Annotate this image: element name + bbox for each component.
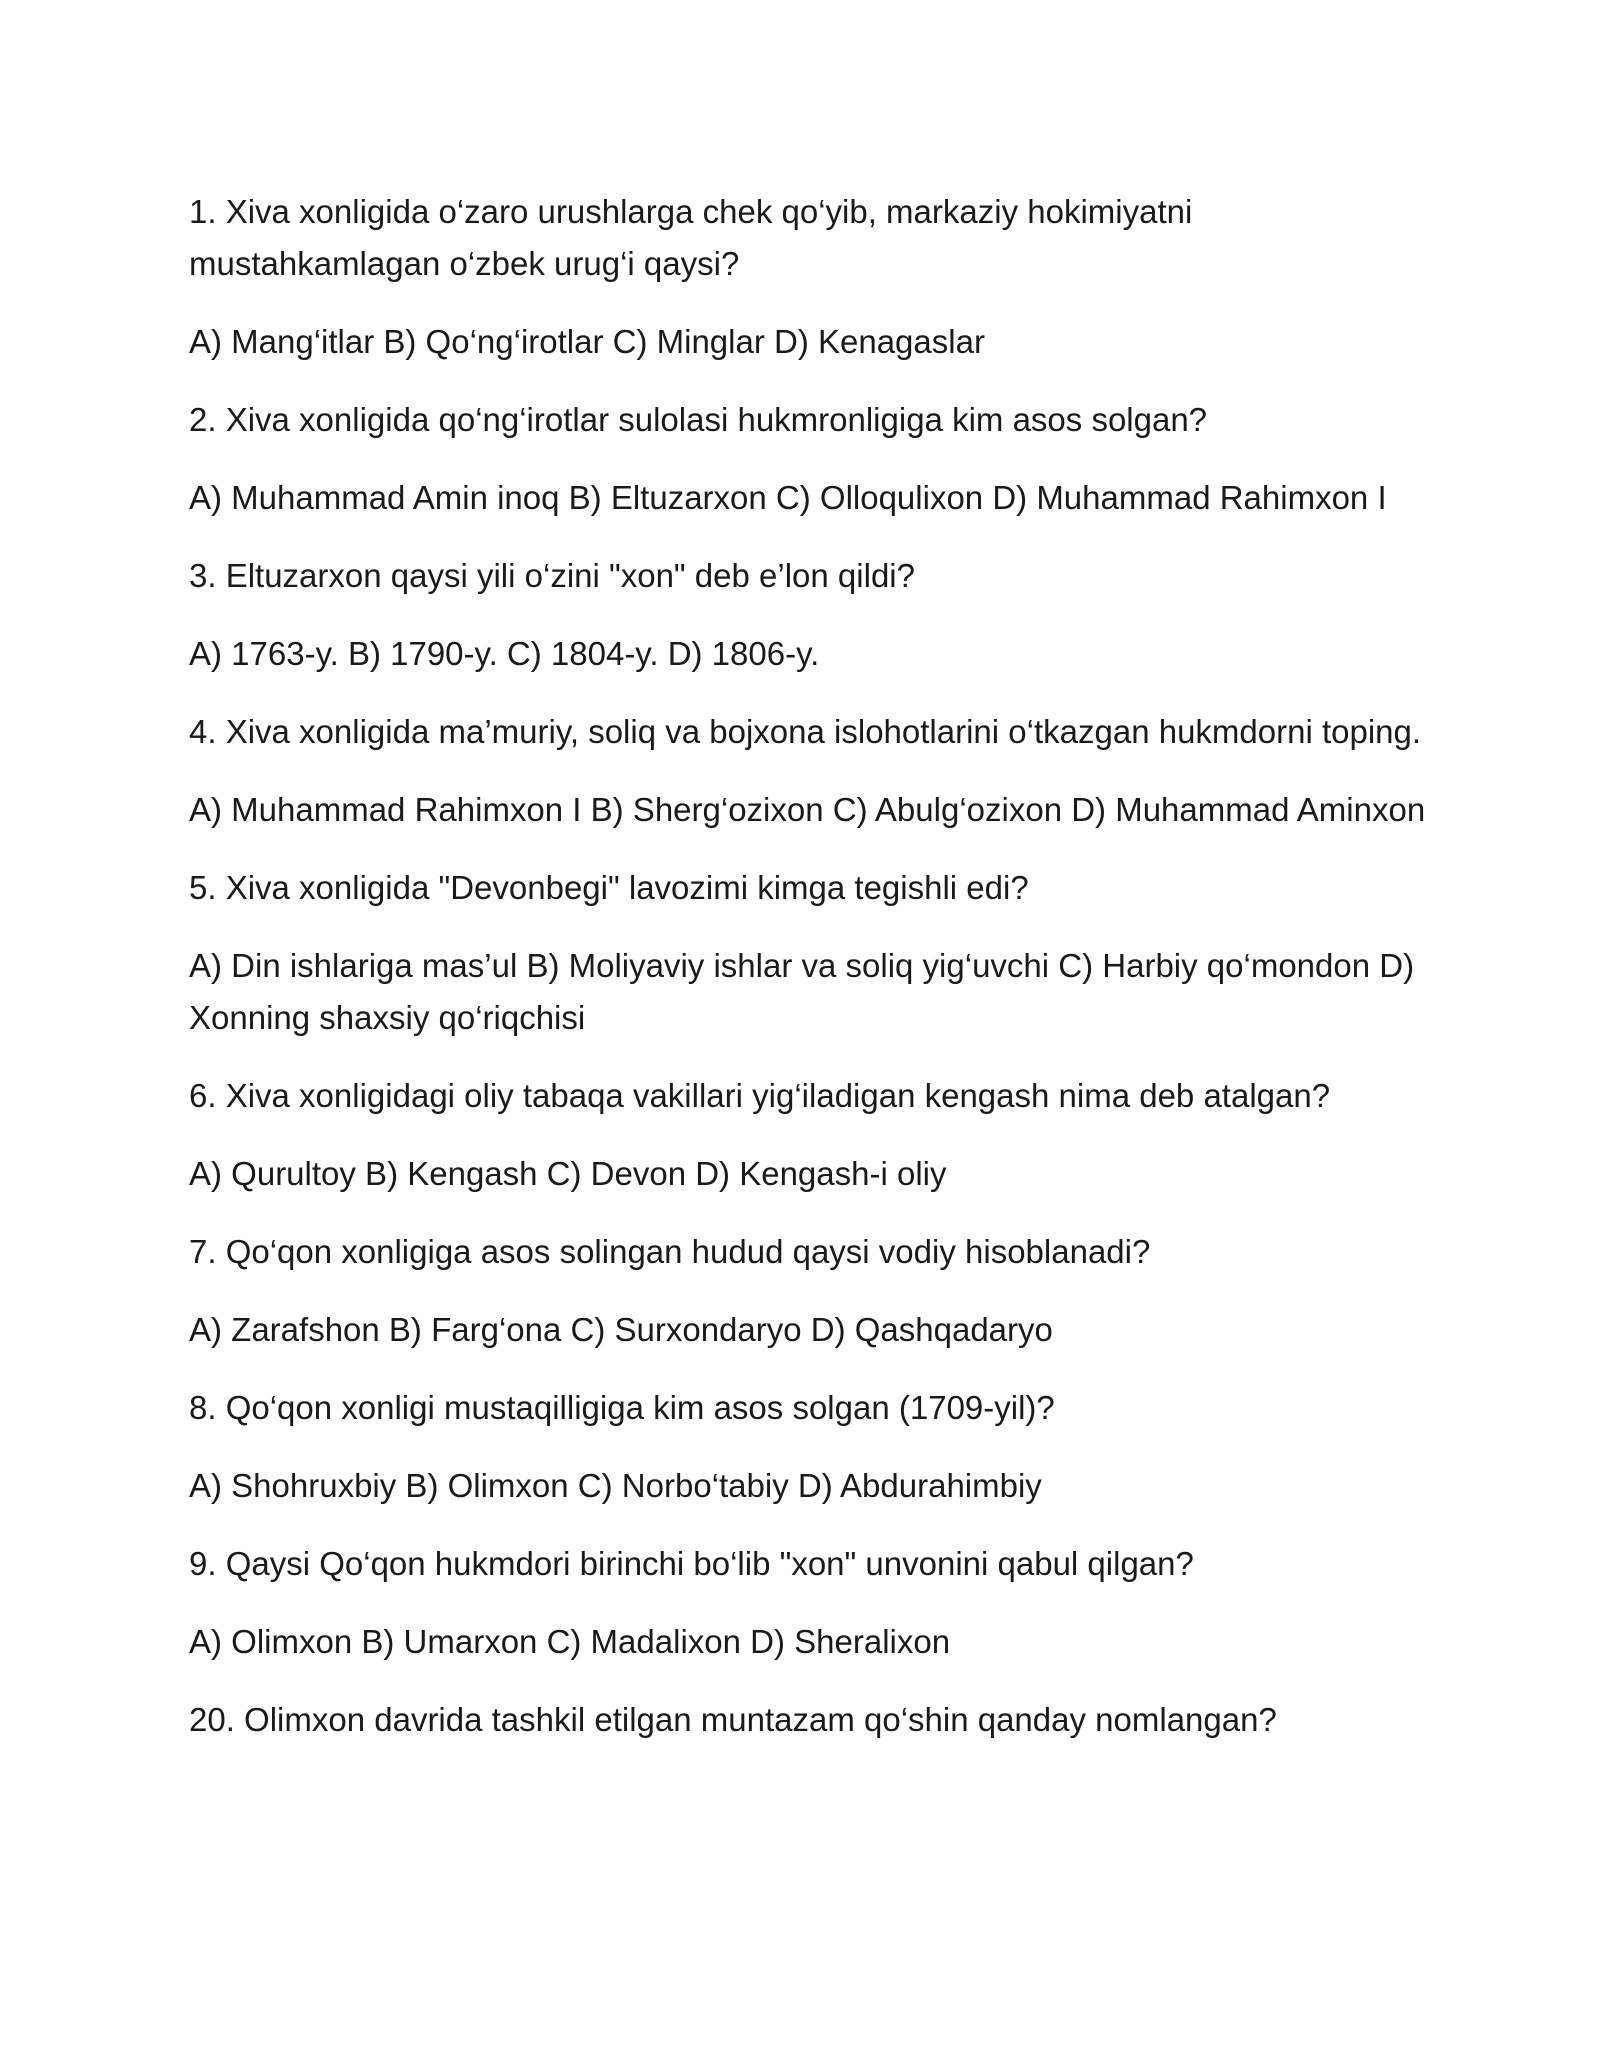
question-9: 9. Qaysi Qo‘qon hukmdori birinchi bo‘lib "xon" unvonini qabul qilgan?: [189, 1545, 1194, 1582]
options-9: A) Olimxon B) Umarxon C) Madalixon D) Sheralixon: [189, 1623, 951, 1660]
question-3: 3. Eltuzarxon qaysi yili o‘zini "xon" deb e’lon qildi?: [189, 557, 915, 594]
options-8: A) Shohruxbiy B) Olimxon C) Norbo‘tabiy D) Abdurahimbiy: [189, 1467, 1042, 1504]
options-3: A) 1763-y. B) 1790-y. C) 1804-y. D) 1806-y.: [189, 635, 820, 672]
question-20: 20. Olimxon davrida tashkil etilgan muntazam qo‘shin qanday nomlangan?: [189, 1701, 1277, 1738]
options-4: A) Muhammad Rahimxon I B) Sherg‘ozixon C) Abulg‘ozixon D) Muhammad Aminxon: [189, 791, 1426, 828]
question-5: 5. Xiva xonligida "Devonbegi" lavozimi kimga tegishli edi?: [189, 869, 1029, 906]
options-6: A) Qurultoy B) Kengash C) Devon D) Kengash-i oliy: [189, 1155, 947, 1192]
question-8: 8. Qo‘qon xonligi mustaqilligiga kim asos solgan (1709-yil)?: [189, 1389, 1055, 1426]
options-1: A) Mang‘itlar B) Qo‘ng‘irotlar C) Minglar D) Kenagaslar: [189, 323, 985, 360]
options-7: A) Zarafshon B) Farg‘ona C) Surxondaryo D) Qashqadaryo: [189, 1311, 1053, 1348]
options-5: A) Din ishlariga mas’ul B) Moliyaviy ishlar va soliq yig‘uvchi C) Harbiy qo‘mondon D) Xonning shaxsiy qo‘riqchisi: [189, 947, 1415, 1036]
question-1: 1. Xiva xonligida o‘zaro urushlarga chek qo‘yib, markaziy hokimiyatni mustahkamlagan o‘zbek urug‘i qaysi?: [189, 193, 1193, 282]
question-4: 4. Xiva xonligida ma’muriy, soliq va bojxona islohotlarini o‘tkazgan hukmdorni toping.: [189, 713, 1422, 750]
options-2: A) Muhammad Amin inoq B) Eltuzarxon C) Olloqulixon D) Muhammad Rahimxon I: [189, 479, 1387, 516]
question-6: 6. Xiva xonligidagi oliy tabaqa vakillari yig‘iladigan kengash nima deb atalgan?: [189, 1077, 1331, 1114]
question-7: 7. Qo‘qon xonligiga asos solingan hudud qaysi vodiy hisoblanadi?: [189, 1233, 1151, 1270]
document-body: [189, 186, 1439, 1772]
question-2: 2. Xiva xonligida qo‘ng‘irotlar sulolasi hukmronligiga kim asos solgan?: [189, 401, 1208, 438]
